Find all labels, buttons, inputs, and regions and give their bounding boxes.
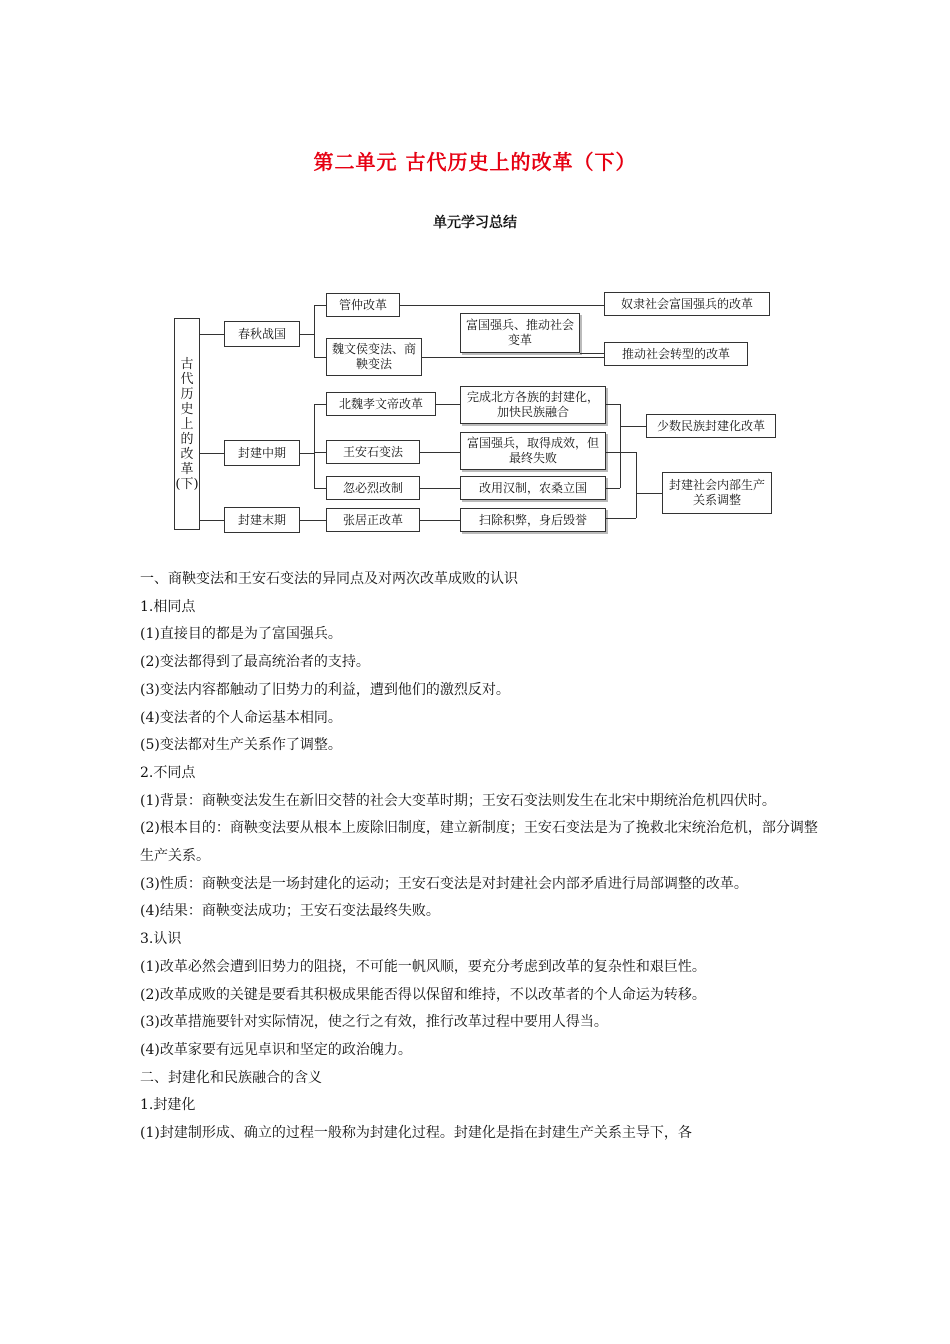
right-box: 推动社会转型的改革 [604,342,748,366]
list-item: (1)封建制形成、确立的过程一般称为封建化过程。封建化是指在封建生产关系主导下，各 [140,1125,692,1142]
list-item: (1)直接目的都是为了富国强兵。 [140,626,342,643]
page-title: 第二单元 古代历史上的改革（下） [313,150,637,174]
list-item: (4)改革家要有远见卓识和坚定的政治魄力。 [140,1041,412,1058]
reform-box: 忽必烈改制 [326,476,420,500]
right-box: 少数民族封建化改革 [646,414,776,438]
right-box: 奴隶社会富国强兵的改革 [604,292,770,316]
section-heading: 二、封建化和民族融合的含义 [140,1069,322,1086]
list-item: (3)变法内容都触动了旧势力的利益，遭到他们的激烈反对。 [140,681,510,698]
section-subtitle: 单元学习总结 [433,215,517,231]
list-item: (3)改革措施要针对实际情况，使之行之有效，推行改革过程中要用人得当。 [140,1014,608,1031]
right-box: 封建社会内部生产关系调整 [662,472,772,514]
middle-box: 富国强兵，取得成效，但最终失败 [460,432,606,470]
period-box: 春秋战国 [224,321,300,347]
reform-box: 魏文侯变法、商鞅变法 [326,338,422,376]
section-heading: 一、商鞅变法和王安石变法的异同点及对两次改革成败的认识 [140,571,518,587]
reform-box: 王安石变法 [326,440,420,464]
list-item: (1)改革必然会遭到旧势力的阻挠，不可能一帆风顺，要充分考虑到改革的复杂性和艰巨性。 [140,958,706,975]
period-box: 封建中期 [224,440,300,466]
list-item: (1)背景：商鞅变法发生在新旧交替的社会大变革时期；王安石变法则发生在北宋中期统治危机四伏时。 [140,792,776,809]
list-item: (2)变法都得到了最高统治者的支持。 [140,654,370,671]
reform-concept-map [160,280,790,540]
root-box: 古 代 历 史 上 的 改 革 (下) [174,318,200,530]
period-box: 封建末期 [224,507,300,533]
list-item: (2)根本目的：商鞅变法要从根本上废除旧制度，建立新制度；王安石变法是为了挽救北宋统治危机，部分调整生产关系。 [140,820,818,865]
subsection-heading: 3.认识 [140,931,182,948]
middle-box: 完成北方各族的封建化，加快民族融合 [460,386,606,424]
list-item: (3)性质：商鞅变法是一场封建化的运动；王安石变法是对封建社会内部矛盾进行局部调整的改革。 [140,875,748,892]
list-item: (4)结果：商鞅变法成功；王安石变法最终失败。 [140,903,440,920]
middle-box: 扫除积弊，身后毁誉 [460,508,606,532]
list-item: (2)改革成败的关键是要看其积极成果能否得以保留和维持，不以改革者的个人命运为转移。 [140,986,706,1003]
subsection-heading: 2.不同点 [140,764,196,781]
middle-box: 富国强兵、推动社会变革 [460,313,580,353]
body-text [140,566,820,1148]
reform-box: 管仲改革 [326,293,400,317]
subsection-heading: 1.相同点 [140,598,196,615]
list-item: (4)变法者的个人命运基本相同。 [140,709,342,726]
reform-box: 北魏孝文帝改革 [326,392,436,416]
list-item: (5)变法都对生产关系作了调整。 [140,737,342,754]
middle-box: 改用汉制，农桑立国 [460,476,606,500]
subsection-heading: 1.封建化 [140,1097,196,1114]
reform-box: 张居正改革 [326,508,420,532]
